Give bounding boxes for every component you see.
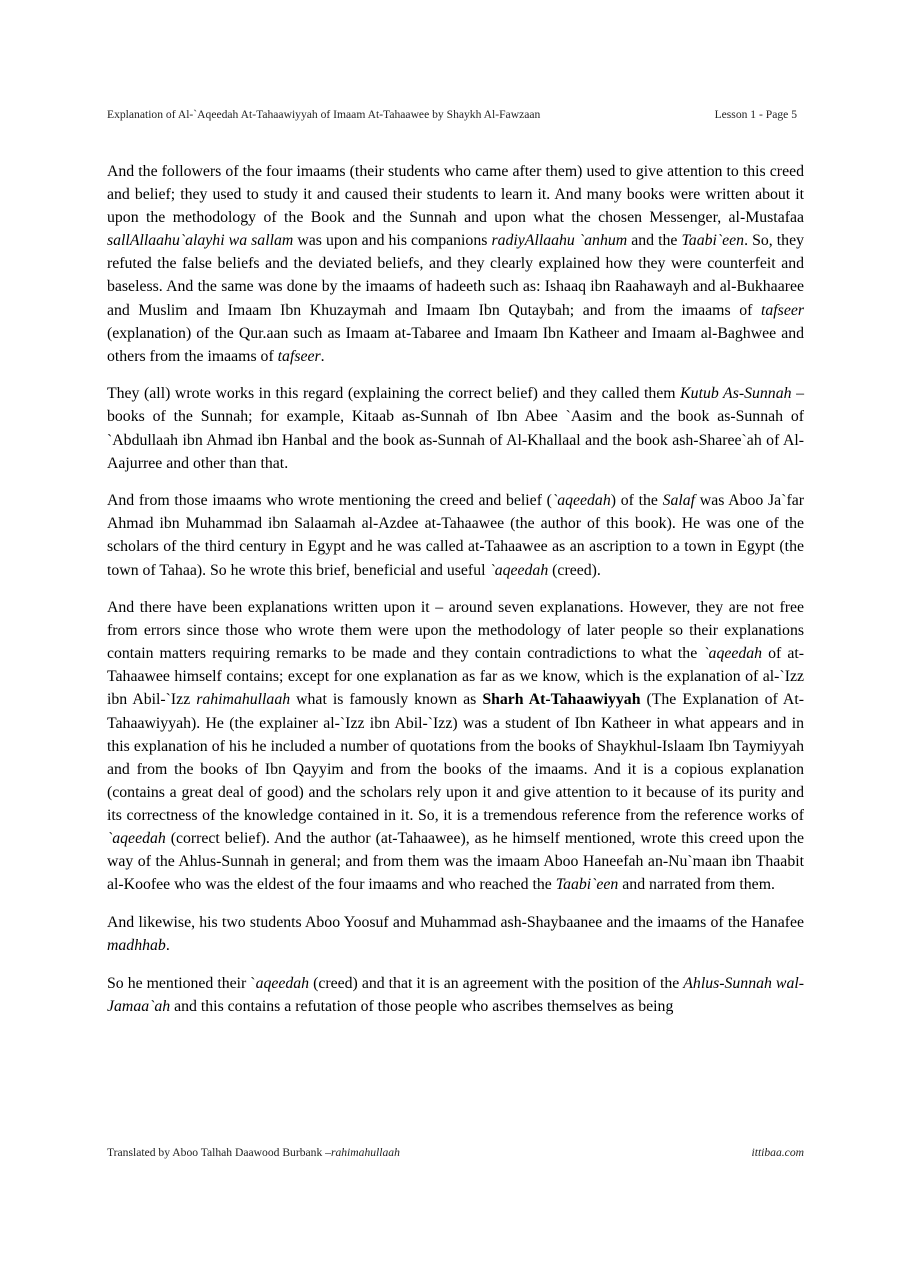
document-body	[107, 160, 804, 1032]
paragraph-2: They (all) wrote works in this regard (explaining the correct belief) and they called them Kutub As-Sunnah – books of the Sunnah; for example, Kitaab as-Sunnah of Ibn Abee `Aasim and the book as-Sunnah of `Abdullaah ibn Ahmad ibn Hanbal and the book as-Sunnah of Al-Khallaal and the book ash-Sharee`ah of Al-Aajurree and other than that.	[107, 385, 804, 472]
document-title: Explanation of Al-`Aqeedah At-Tahaawiyyah of Imaam At-Tahaawee by Shaykh Al-Fawzaan	[107, 108, 541, 121]
paragraph-6: So he mentioned their `aqeedah (creed) and that it is an agreement with the position of the Ahlus-Sunnah wal-Jamaa`ah and this contains a refutation of those people who ascribes themselves as being	[107, 974, 805, 1015]
paragraph-5: And likewise, his two students Aboo Yoosuf and Muhammad ash-Shaybaanee and the imaams of the Hanafee madhhab.	[107, 913, 804, 954]
paragraph-3: And from those imaams who wrote mentioning the creed and belief (`aqeedah) of the Salaf was Aboo Ja`far Ahmad ibn Muhammad ibn Salaamah al-Azdee at-Tahaawee (the author of this book). He was one of the scholars of the third century in Egypt and he was called at-Tahaawee as an ascription to a town in Egypt (the town of Tahaa). So he wrote this brief, beneficial and useful `aqeedah (creed).	[107, 492, 804, 579]
translator-credit: Translated by Aboo Talhah Daawood Burbank –rahimahullaah	[107, 1146, 400, 1159]
paragraph-1: And the followers of the four imaams (their students who came after them) used to give attention to this creed and belief; they used to study it and caused their students to learn it. And many books were written about it upon the methodology of the Book and the Sunnah and upon what the chosen Messenger, al-Mustafaa sallAllaahu`alayhi wa sallam was upon and his companions radiyAllaahu `anhum and the Taabi`een. So, they refuted the false beliefs and the deviated beliefs, and they clearly explained how they were counterfeit and baseless. And the same was done by the imaams of hadeeth such as: Ishaaq ibn Raahawayh and al-Bukhaaree and Muslim and Imaam Ibn Khuzaymah and Imaam Ibn Qutaybah; and from the imaams of tafseer (explanation) of the Qur.aan such as Imaam at-Tabaree and Imaam Ibn Katheer and Imaam al-Baghwee and others from the imaams of tafseer.	[107, 163, 804, 365]
paragraph-4: And there have been explanations written upon it – around seven explanations. However, they are not free from errors since those who wrote them were upon the methodology of later people so their explanations contain matters requiring remarks to be made and they contain contradictions to what the `aqeedah of at-Tahaawee himself contains; except for one explanation as far as we know, which is the explanation of al-`Izz ibn Abil-`Izz rahimahullaah what is famously known as Sharh At-Tahaawiyyah (The Explanation of At-Tahaawiyyah). He (the explainer al-`Izz ibn Abil-`Izz) was a student of Ibn Katheer in what appears and in this explanation of his he included a number of quotations from the books of Shaykhul-Islaam Ibn Taymiyyah and from the books of Ibn Qayyim and from the books of the imaams. And it is a copious explanation (contains a great deal of good) and the scholars rely upon it and give attention to it because of its purity and its correctness of the knowledge contained in it. So, it is a tremendous reference from the reference works of `aqeedah (correct belief). And the author (at-Tahaawee), as he himself mentioned, wrote this creed upon the way of the Ahlus-Sunnah in general; and from them was the imaam Aboo Haneefah an-Nu`maan ibn Thaabit al-Koofee who was the eldest of the four imaams and who reached the Taabi`een and narrated from them.	[107, 599, 804, 894]
page-number: Lesson 1 - Page 5	[714, 108, 797, 121]
website-link[interactable]: ittibaa.com	[751, 1146, 804, 1159]
book-title: Sharh At-Tahaawiyyah	[482, 691, 641, 709]
